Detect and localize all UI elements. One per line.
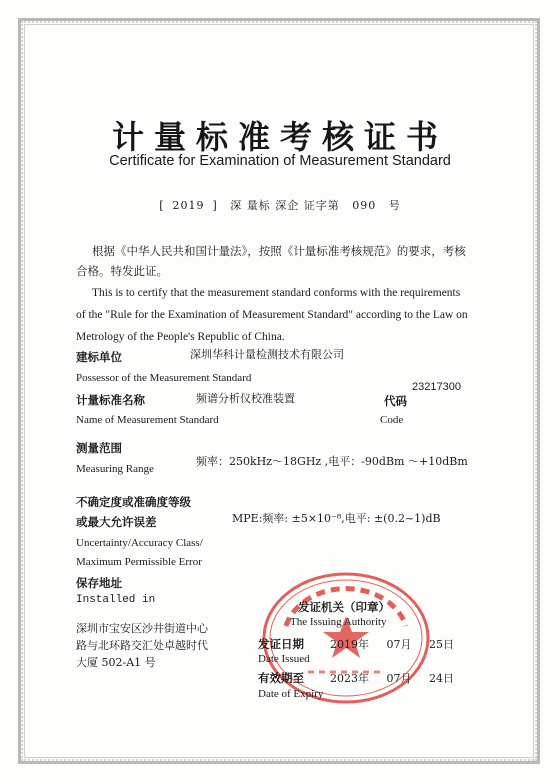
range-label-en: Measuring Range [76,463,154,475]
range-label-cn: 测量范围 [76,441,122,455]
cert-number-year: 2019 [172,199,205,212]
expiry-day-unit: 日 [443,672,454,685]
body-english-line-1: This is to certify that the measurement standard conforms with the requirements [92,287,461,299]
cert-number-value: 090 [352,199,377,212]
standard-name-label-cn: 计量标准名称 [76,393,145,407]
issue-day-unit: 日 [443,638,454,651]
body-english-line-3: Metrology of the People's Republic of China. [76,331,285,343]
uncertainty-label-cn-1: 不确定度或准确度等级 [76,495,191,509]
installed-label-en: Installed in [76,594,156,606]
uncertainty-label-en-1: Uncertainty/Accuracy Class/ [76,537,203,549]
possessor-value: 深圳华科计量检测技术有限公司 [190,348,344,361]
issue-year: 2019 [330,638,358,651]
address-line-1: 深圳市宝安区沙井街道中心 [76,622,208,635]
code-label-en: Code [380,414,404,426]
title-english: Certificate for Examination of Measurement Standard [109,153,451,169]
body-chinese-line-1: 根据《中华人民共和国计量法》，按照《计量标准考核规范》的要求，考核 [92,244,466,258]
body-chinese-line-2: 合格。特发此证。 [76,264,168,278]
certificate-number [0,197,560,213]
uncertainty-label-cn-2: 或最大允许误差 [76,515,157,529]
possessor-label-cn: 建标单位 [76,350,122,364]
issue-date-label-en: Date Issued [258,653,310,665]
address-line-3: 大厦 502-A1 号 [76,656,156,669]
address-line-2: 路与北环路交汇处卓越时代 [76,639,208,652]
uncertainty-label-en-2: Maximum Permissible Error [76,556,202,568]
expiry-month-unit: 月 [400,672,412,685]
issue-month: 07 [386,638,401,651]
cert-number-right-bracket: ] [212,199,218,212]
code-label-cn: 代码 [384,394,407,408]
possessor-label-en: Possessor of the Measurement Standard [76,372,252,384]
expiry-date-label-en: Date of Expiry [258,688,324,700]
expiry-month: 07 [386,672,401,685]
expiry-day: 24 [429,672,443,685]
issue-date [330,636,454,652]
standard-name-value: 频谱分析仪校准装置 [196,392,295,405]
code-value: 23217300 [412,381,461,393]
cert-number-suffix: 号 [388,199,401,212]
issue-month-unit: 月 [400,638,412,651]
body-english-line-2: of the "Rule for the Examination of Measurement Standard" according to the Law on [76,309,468,321]
authority-label-cn: 发证机关（印章） [298,600,390,614]
standard-name-label-en: Name of Measurement Standard [76,414,219,426]
title-chinese: 计量标准考核证书 [111,118,448,156]
expiry-year: 2023 [330,672,358,685]
issue-day: 25 [429,638,443,651]
issue-date-label-cn: 发证日期 [258,637,304,651]
issue-year-unit: 年 [358,638,369,651]
uncertainty-value: MPE:频率: ±5×10⁻⁸,电平: ±(0.2~1)dB [232,512,441,525]
cert-number-left-bracket: [ [159,199,165,212]
installed-label-cn: 保存地址 [76,576,122,590]
expiry-date [330,670,454,686]
expiry-date-label-cn: 有效期至 [258,671,304,685]
authority-label-en: The Issuing Authority [290,616,387,628]
cert-number-prefix: 深 量标 深企 证字第 [230,199,340,212]
range-value: 频率：250kHz～18GHz ,电平：-90dBm ～+10dBm [196,455,468,468]
expiry-year-unit: 年 [358,672,369,685]
